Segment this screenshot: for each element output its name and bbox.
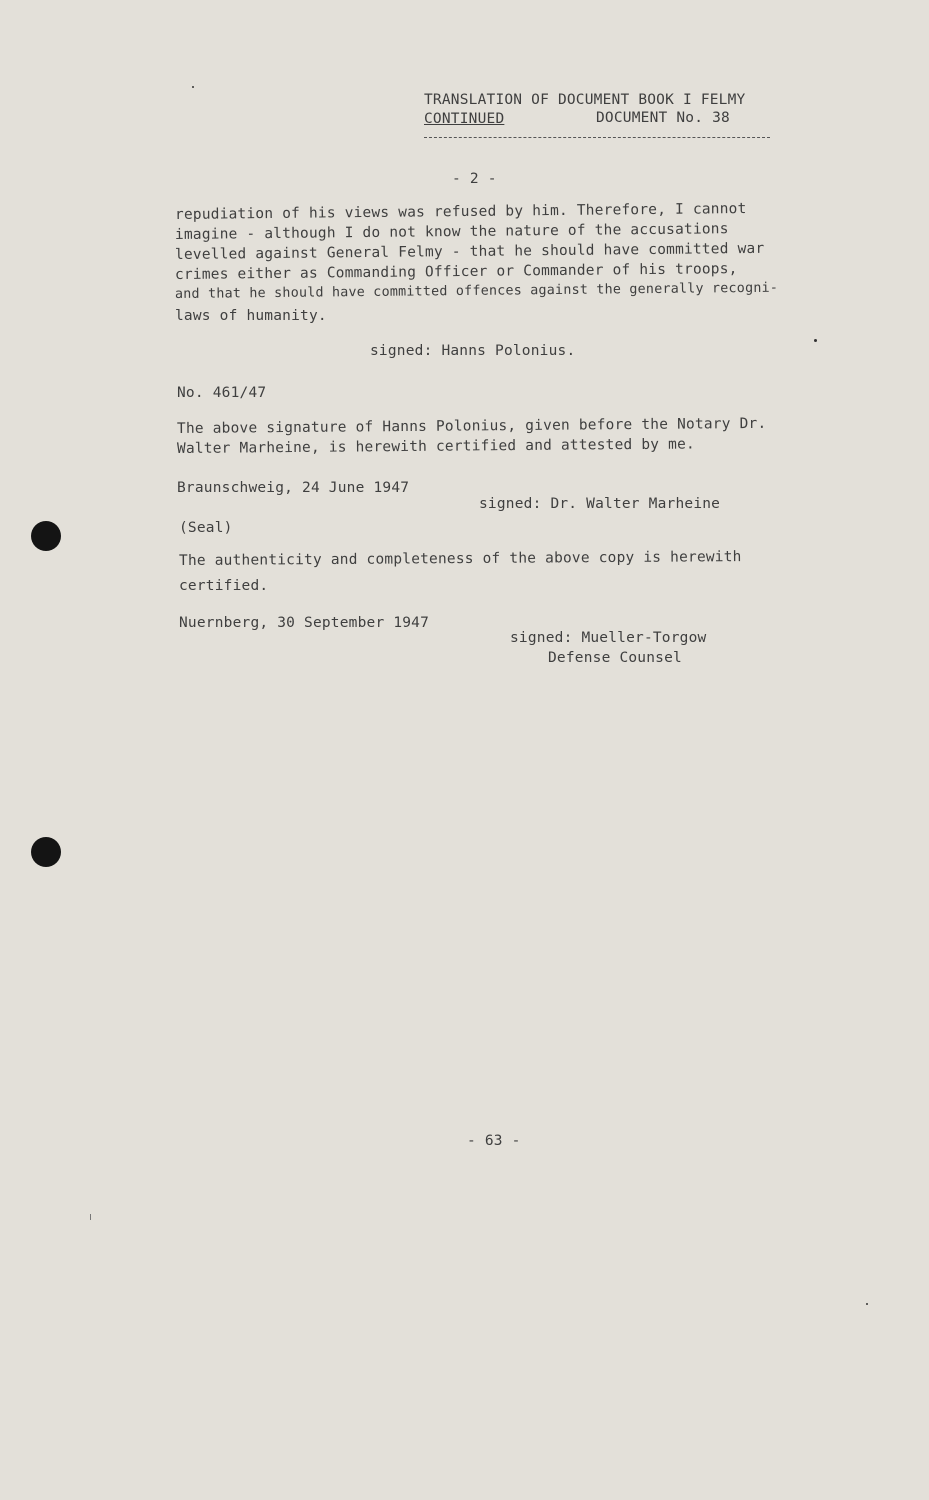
body-line-4: crimes either as Commanding Officer or Commander of his troops, [174,261,738,283]
notary-line-1: The above signature of Hanns Polonius, given before the Notary Dr. [176,415,767,437]
punch-hole [31,837,61,867]
reference-number: No. 461/47 [177,385,267,401]
body-line-1: repudiation of his views was refused by him. Therefore, I cannot [174,201,747,223]
signature-mueller-torgow: signed: Mueller-Torgow [510,630,707,646]
header-title: TRANSLATION OF DOCUMENT BOOK I FELMY [424,92,746,108]
body-line-5: and that he should have committed offences against the generally recogni- [174,280,779,302]
ink-speck [814,339,817,342]
signature-marheine: signed: Dr. Walter Marheine [479,496,721,512]
body-line-3: levelled against General Felmy - that he should have committed war [174,240,765,263]
signature-title: Defense Counsel [548,650,682,666]
page-number: - 63 - [467,1133,521,1149]
body-line-2: imagine - although I do not know the nature of the accusations [174,221,729,243]
header-continued: CONTINUED [424,111,505,127]
place-date-braunschweig: Braunschweig, 24 June 1947 [177,480,410,496]
notary-line-2: Walter Marheine, is herewith certified and attested by me. [176,436,695,457]
header-document-number: DOCUMENT No. 38 [596,110,730,126]
place-date-nuernberg: Nuernberg, 30 September 1947 [179,615,430,631]
ink-speck [192,86,194,88]
paper-mark [90,1214,91,1220]
page-marker: - 2 - [452,171,497,187]
ink-speck [866,1303,868,1305]
header-rule [424,137,770,138]
body-line-6: laws of humanity. [175,308,327,324]
signature-polonius: signed: Hanns Polonius. [370,343,576,359]
authenticity-line-2: certified. [179,578,269,594]
punch-hole [31,521,61,551]
authenticity-line-1: The authenticity and completeness of the above copy is herewith [178,549,742,569]
seal-label: (Seal) [179,520,233,536]
